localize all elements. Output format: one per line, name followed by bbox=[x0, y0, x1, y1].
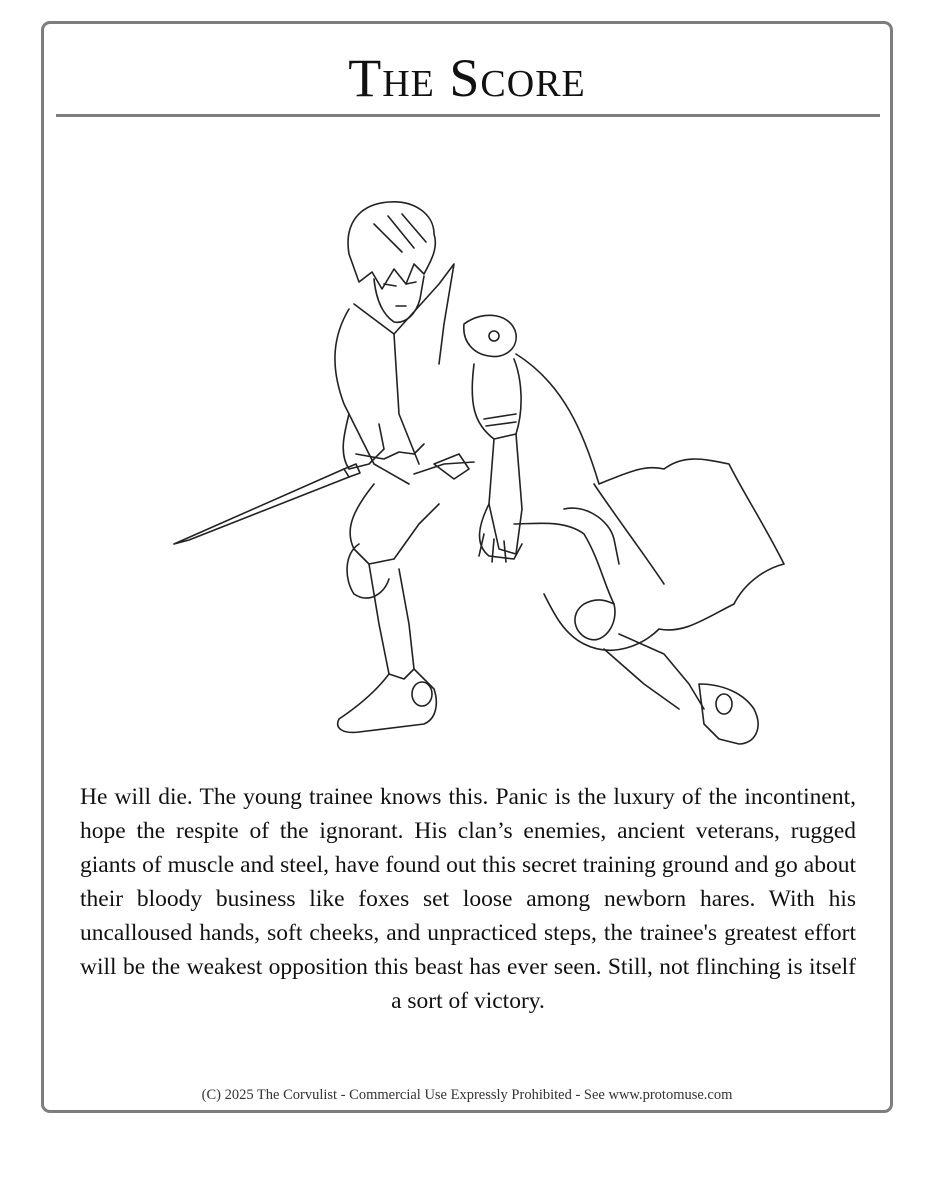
page-title: The Score bbox=[348, 48, 586, 108]
crouching-swordsman-illustration bbox=[144, 164, 794, 764]
story-text: He will die. The young trainee knows this. Panic is the luxury of the incontinent, hope the respite of the ignorant. His clan’s enemies, ancient veterans, rugged giants of muscle and steel, have found out this secret training ground and go about their bloody business like foxes set loose among newborn hares. With his uncalloused hands, soft cheeks, and unpracticed steps, the trainee's greatest effort will be the weakest opposition this beast has ever seen. Still, not flinching is itself a sort of victory. bbox=[80, 784, 856, 1014]
title-divider bbox=[56, 114, 880, 117]
copyright-footer: (C) 2025 The Corvulist - Commercial Use Expressly Prohibited - See www.protomuse.com bbox=[201, 1087, 733, 1103]
page-card bbox=[41, 21, 893, 1113]
